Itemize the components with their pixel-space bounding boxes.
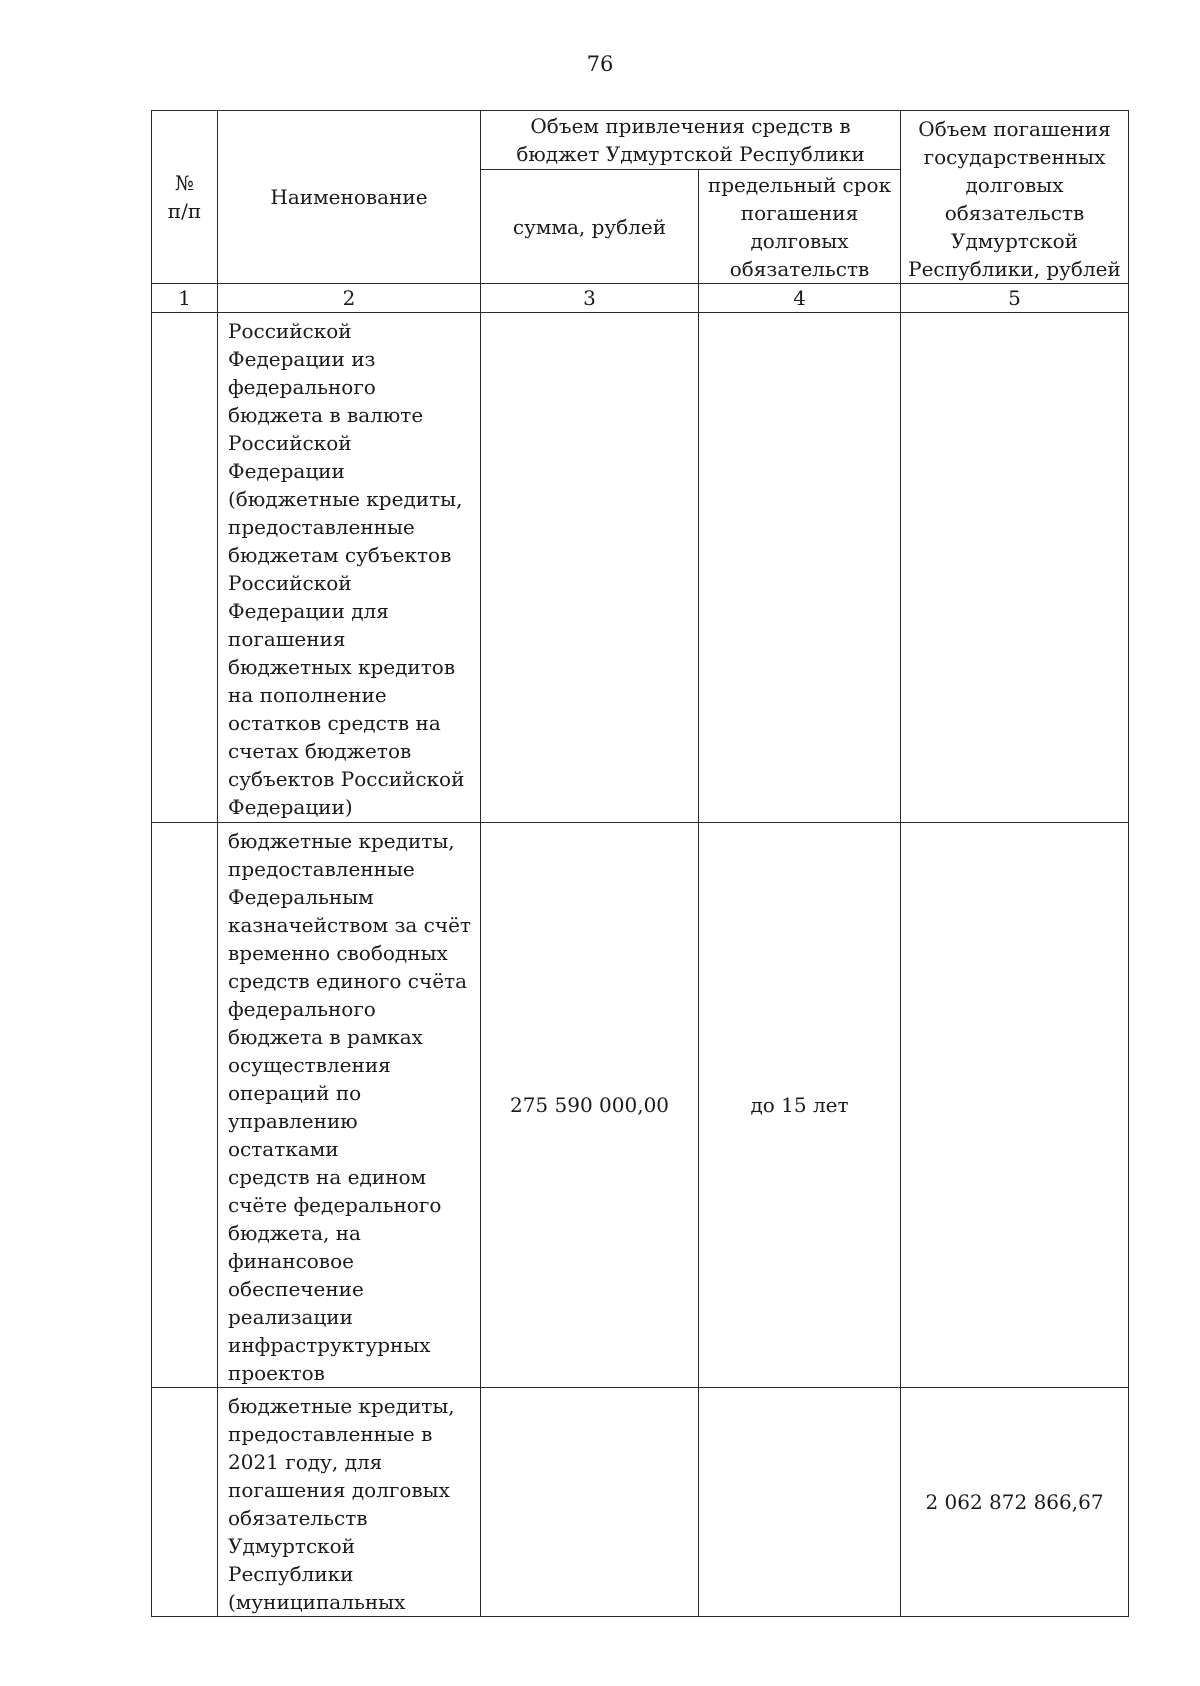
table-row [152, 823, 1129, 1388]
header-col-number: № п/п [152, 111, 218, 284]
row-repay: 2 062 872 866,67 [901, 1388, 1129, 1617]
row-sum [481, 313, 699, 823]
row-number [152, 823, 218, 1388]
row-repay [901, 823, 1129, 1388]
header-col-repay: Объем погашения государственных долговых обязательств Удмуртской Республики, рублей [901, 111, 1129, 284]
row-sum: 275 590 000,00 [481, 823, 699, 1388]
row-number [152, 1388, 218, 1617]
row-term [699, 1388, 901, 1617]
table-header-row [152, 111, 1129, 170]
header-col-sum: сумма, рублей [481, 170, 699, 284]
header-group-attract: Объем привлечения средств в бюджет Удмуртской Республики [481, 111, 901, 170]
header-col-term: предельный срок погашения долговых обязательств [699, 170, 901, 284]
column-number: 3 [481, 284, 699, 313]
row-repay [901, 313, 1129, 823]
column-number: 4 [699, 284, 901, 313]
row-term [699, 313, 901, 823]
column-number: 1 [152, 284, 218, 313]
row-name: бюджетные кредиты, предоставленные в 2021 году, для погашения долговых обязательств Удмуртской Республики (муниципальных [218, 1388, 481, 1617]
row-sum [481, 1388, 699, 1617]
table-row [152, 313, 1129, 823]
column-number: 5 [901, 284, 1129, 313]
debt-table [151, 110, 1129, 1617]
row-number [152, 313, 218, 823]
table-row [152, 1388, 1129, 1617]
column-number: 2 [218, 284, 481, 313]
column-number-row [152, 284, 1129, 313]
header-col-name: Наименование [218, 111, 481, 284]
row-name: бюджетные кредиты, предоставленные Федеральным казначейством за счёт временно свободных средств единого счёта федерального бюджета в рамках осуществления операций по управлению остатками средств на едином счёте федерального бюджета, на финансовое обеспечение реализации инфраструктурных проектов [218, 823, 481, 1388]
page-number: 76 [586, 52, 614, 76]
row-name: Российской Федерации из федерального бюджета в валюте Российской Федерации (бюджетные кредиты, предоставленные бюджетам субъектов Российской Федерации для погашения бюджетных кредитов на пополнение остатков средств на счетах бюджетов субъектов Российской Федерации) [218, 313, 481, 823]
row-term: до 15 лет [699, 823, 901, 1388]
